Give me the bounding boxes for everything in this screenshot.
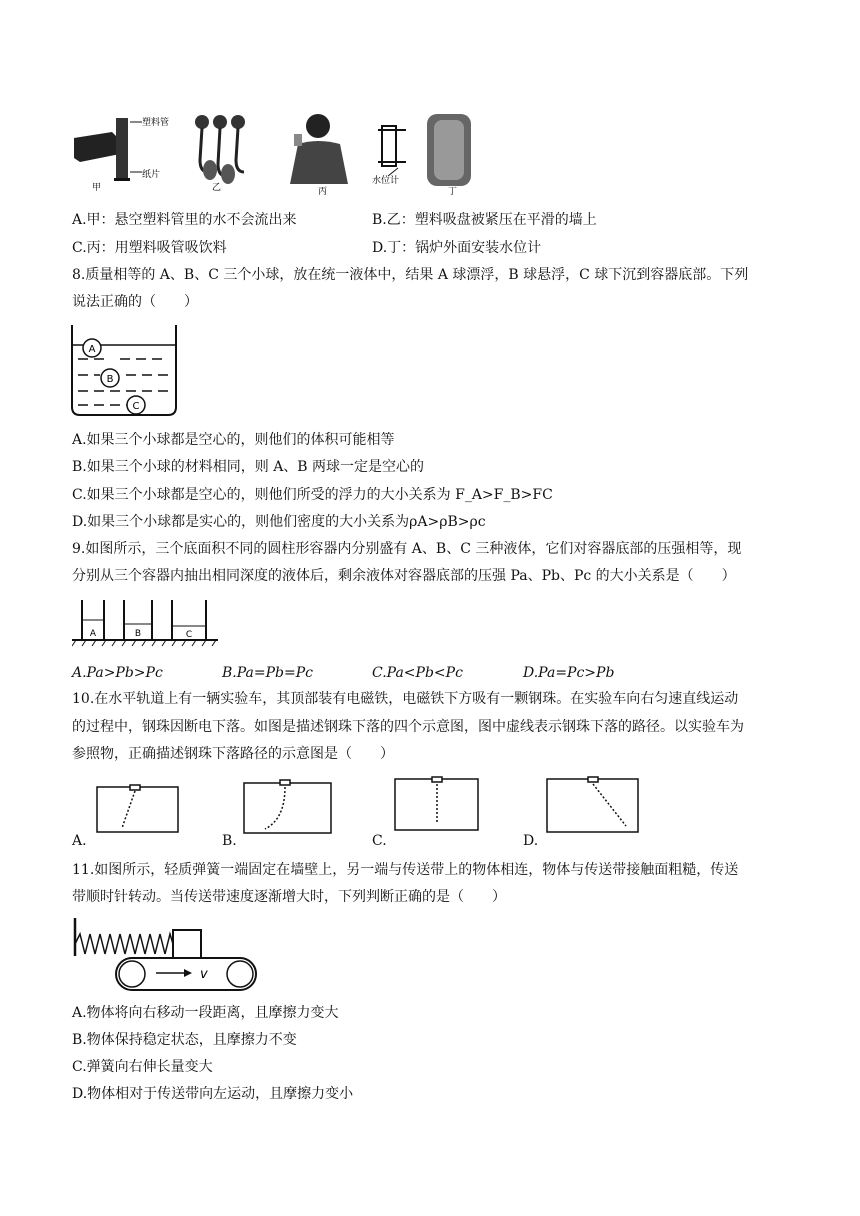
- velocity-label: v: [200, 967, 208, 982]
- ball-c-label: C: [132, 401, 140, 412]
- q10-stem-line2: 的过程中，钢珠因断电下落。如图是描述钢珠下落的四个示意图，图中虚线表示钢珠下落的路径。以实验车为: [72, 719, 744, 735]
- q11-option-c[interactable]: C.弹簧向右伸长量变大: [72, 1059, 213, 1075]
- q7-figure: [72, 110, 492, 195]
- q10-stem-line3: 参照物，正确描述钢珠下落路径的示意图是（ ）: [72, 746, 394, 762]
- q11-option-a[interactable]: A.物体将向右移动一段距离，且摩擦力变大: [72, 1005, 339, 1021]
- container-b-label: B: [134, 629, 142, 639]
- label-jia: 甲: [92, 183, 102, 193]
- ball-a-label: A: [88, 344, 96, 355]
- q10-option-b-label[interactable]: B.: [222, 833, 237, 849]
- q7-fig-jia: [74, 116, 169, 193]
- q9-option-b[interactable]: B.Pa=Pb=Pc: [222, 665, 313, 681]
- q10-option-b-diagram[interactable]: [243, 779, 333, 835]
- block-object: [173, 930, 201, 958]
- ball-b-label: B: [106, 374, 114, 385]
- q10-option-a-diagram[interactable]: [96, 784, 180, 834]
- q9-option-d[interactable]: D.Pa=Pc>Pb: [523, 665, 615, 681]
- q11-option-b[interactable]: B.物体保持稳定状态，且摩擦力不变: [72, 1032, 297, 1048]
- q11-option-d[interactable]: D.物体相对于传送带向左运动，且摩擦力变小: [72, 1086, 354, 1102]
- label-yi: 乙: [212, 183, 222, 193]
- label-paper: 纸片: [142, 170, 161, 180]
- q11-stem-line1: 11.如图所示，轻质弹簧一端固定在墙壁上，另一端与传送带上的物体相连，物体与传送带接触面粗糙，传送: [72, 862, 739, 878]
- container-a-label: A: [89, 629, 97, 639]
- q7-fig-bing: [290, 114, 348, 195]
- q10-option-d-label[interactable]: D.: [523, 833, 539, 849]
- q9-stem-line2: 分别从三个容器内抽出相同深度的液体后，剩余液体对容器底部的压强 Pa、Pb、Pc 的大小关系是（ ）: [72, 568, 736, 584]
- q7-fig-yi: [195, 115, 245, 193]
- label-bing: 丙: [318, 187, 328, 195]
- q7-option-d[interactable]: D.丁：锅炉外面安装水位计: [372, 240, 542, 256]
- q8-option-b[interactable]: B.如果三个小球的材料相同，则 A、B 两球一定是空心的: [72, 459, 425, 475]
- q9-option-c[interactable]: C.Pa<Pb<Pc: [372, 665, 463, 681]
- q9-containers-figure: [72, 598, 222, 648]
- spring: [75, 934, 173, 954]
- q10-stem-line1: 10.在水平轨道上有一辆实验车，其顶部装有电磁铁，电磁铁下方吸有一颗钢珠。在实验车向右匀速直线运动: [72, 691, 739, 707]
- label-ding: 丁: [448, 187, 458, 195]
- q8-option-c[interactable]: C.如果三个小球都是空心的，则他们所受的浮力的大小关系为 F_A>F_B>FC: [72, 487, 553, 503]
- q10-option-d-diagram[interactable]: [546, 776, 640, 834]
- q8-option-a[interactable]: A.如果三个小球都是空心的，则他们的体积可能相等: [72, 432, 395, 448]
- q7-option-b[interactable]: B.乙：塑料吸盘被紧压在平滑的墙上: [372, 212, 597, 228]
- q8-stem-line2: 说法正确的（ ）: [72, 294, 198, 310]
- q8-stem-line1: 8.质量相等的 A、B、C 三个小球，放在统一液体中，结果 A 球漂浮，B 球悬浮，C 球下沉到容器底部。下列: [72, 267, 749, 283]
- container-c-label: C: [185, 630, 193, 640]
- q10-option-c-label[interactable]: C.: [372, 833, 387, 849]
- q10-option-a-label[interactable]: A.: [72, 833, 87, 849]
- q8-option-d[interactable]: D.如果三个小球都是实心的，则他们密度的大小关系为ρA>ρB>ρc: [72, 514, 486, 530]
- q9-option-a[interactable]: A.Pa>Pb>Pc: [72, 665, 163, 681]
- q7-fig-ding: [372, 114, 471, 195]
- q9-stem-line1: 9.如图所示，三个底面积不同的圆柱形容器内分别盛有 A、B、C 三种液体，它们对容器底部的压强相等，现: [72, 541, 742, 557]
- q7-option-a[interactable]: A.甲：悬空塑料管里的水不会流出来: [72, 212, 297, 228]
- q11-stem-line2: 带顺时针转动。当传送带速度逐渐增大时，下列判断正确的是（ ）: [72, 889, 506, 905]
- label-plastic-tube: 塑料管: [142, 118, 170, 128]
- q11-conveyor-figure: [72, 916, 262, 994]
- label-water-gauge: 水位计: [372, 176, 400, 186]
- q8-container-figure: [70, 323, 178, 419]
- q7-option-c[interactable]: C.丙：用塑料吸管吸饮料: [72, 240, 227, 256]
- q10-option-c-diagram[interactable]: [394, 776, 480, 832]
